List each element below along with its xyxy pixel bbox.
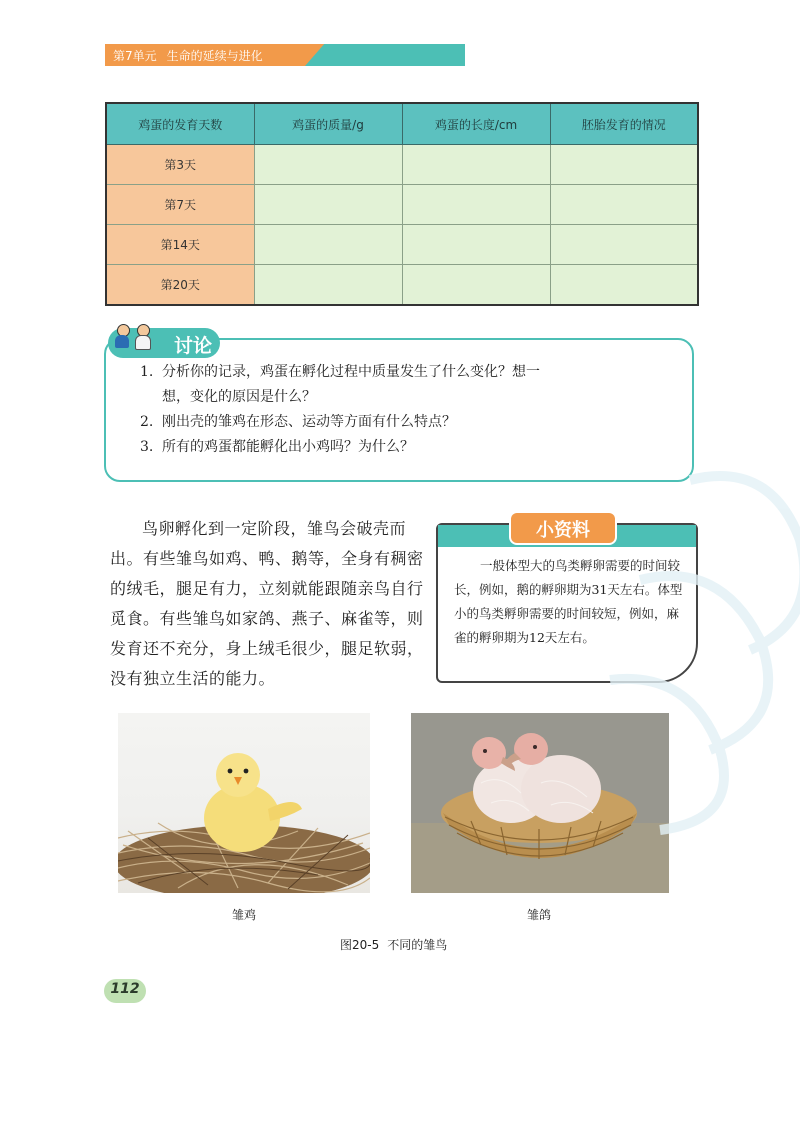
figure-title: 不同的雏鸟 (387, 938, 448, 952)
discussion-title: 讨论 (174, 335, 213, 357)
day-cell: 第7天 (106, 185, 254, 225)
blank-cell (550, 265, 698, 306)
item-number: 3. (140, 439, 154, 455)
unit-label: 第7单元 (113, 49, 157, 63)
item-text: 分析你的记录，鸡蛋在孵化过程中质量发生了什么变化？想一 (162, 364, 540, 380)
table-row (106, 185, 698, 225)
header-banner (105, 44, 465, 66)
blank-cell (254, 225, 402, 265)
item-text: 所有的鸡蛋都能孵化出小鸡吗？为什么？ (162, 439, 414, 455)
column-header: 鸡蛋的质量/g (254, 103, 402, 145)
student-icon (134, 324, 150, 348)
discussion-list (140, 360, 680, 460)
blank-cell (550, 225, 698, 265)
day-cell: 第20天 (106, 265, 254, 306)
item-text: 刚出壳的雏鸡在形态、运动等方面有什么特点？ (162, 414, 456, 430)
header-text (113, 47, 273, 64)
table-row (106, 145, 698, 185)
list-item (140, 360, 680, 410)
chick-caption: 雏鸡 (232, 908, 257, 922)
blank-cell (254, 145, 402, 185)
blank-cell (402, 225, 550, 265)
figure-number: 图20-5 (340, 938, 380, 952)
page-number: 112 (110, 981, 140, 997)
header-teal-band (305, 44, 465, 66)
blank-cell (402, 265, 550, 306)
figure-caption (340, 936, 455, 953)
item-text-continued: 想，变化的原因是什么？ (162, 389, 316, 405)
watermark-decoration (600, 420, 800, 840)
table-row (106, 225, 698, 265)
blank-cell (402, 145, 550, 185)
unit-title: 生命的延续与进化 (166, 49, 263, 63)
list-item (140, 435, 680, 460)
column-header: 胚胎发育的情况 (550, 103, 698, 145)
day-cell: 第14天 (106, 225, 254, 265)
body-paragraph: 鸟卵孵化到一定阶段，雏鸟会破壳而出。有些雏鸟如鸡、鸭、鹅等，全身有稠密的绒毛，腿足有力，立刻就能跟随亲鸟自行觅食。有些雏鸟如家鸽、燕子、麻雀等，则发育还不充分，身上绒毛很少，腿足软弱，没有独立生活的能力。 (110, 519, 424, 688)
table-header-row (106, 103, 698, 145)
pigeon-caption: 雏鸽 (527, 908, 552, 922)
blank-cell (402, 185, 550, 225)
day-cell: 第3天 (106, 145, 254, 185)
item-number: 2. (140, 414, 154, 430)
info-text: 一般体型大的鸟类孵卵需要的时间较长，例如，鹅的孵卵期为31天左右。体型小的鸟类孵卵需要的时间较短，例如，麻雀的孵卵期为12天左右。 (454, 558, 683, 645)
egg-record-table (105, 102, 699, 306)
column-header: 鸡蛋的长度/cm (402, 103, 550, 145)
blank-cell (550, 145, 698, 185)
info-title: 小资料 (536, 520, 590, 541)
chick-illustration (118, 713, 370, 893)
student-icon (114, 324, 130, 348)
blank-cell (254, 185, 402, 225)
list-item (140, 410, 680, 435)
chick-photo (118, 713, 370, 893)
blank-cell (254, 265, 402, 306)
blank-cell (550, 185, 698, 225)
column-header: 鸡蛋的发育天数 (106, 103, 254, 145)
item-number: 1. (140, 364, 154, 380)
table-row (106, 265, 698, 306)
